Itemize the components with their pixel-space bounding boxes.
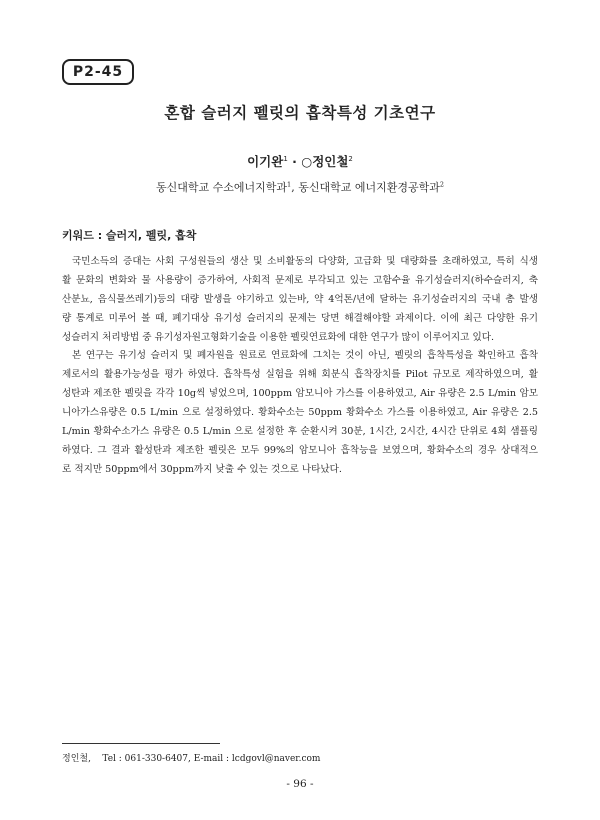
author-2-name: 정인철 <box>312 154 349 169</box>
presenter-mark: ○ <box>301 154 313 169</box>
abstract-line: 성슬러지 처리방법 중 유기성자원고형화기술을 이용한 펠릿연료화에 대한 연구가 많이 이루어지고 있다. <box>62 331 495 343</box>
abstract-line: 로 적지만 50ppm에서 30ppm까지 낮출 수 있는 것으로 나타났다. <box>62 463 342 475</box>
abstract-line: L/min 황화수소가스 유량은 0.5 L/min 으로 설정한 후 순환시켜 30분, 1시간, 2시간, 4시간 단위로 4회 샘플링 <box>62 426 538 438</box>
footnote-divider <box>62 743 220 744</box>
affiliation-2: 동신대학교 에너지환경공학과 <box>298 181 440 194</box>
abstract <box>62 253 538 480</box>
affiliation-2-sup: 2 <box>439 180 444 189</box>
author-separator: · <box>287 154 302 169</box>
footnote: 정인철, Tel : 061-330-6407, E-mail : lcdgovl@naver.com <box>62 754 321 764</box>
abstract-line: 산분뇨, 음식물쓰레기)등의 대량 발생을 야기하고 있는바, 약 4억톤/년에 달하는 유기성슬러지의 국내 총 발생 <box>62 293 538 305</box>
author-1-sup: 1 <box>283 154 288 163</box>
abstract-line: 활 문화의 변화와 물 사용량이 증가하여, 사회적 문제로 부각되고 있는 고함수율 유기성슬러지(하수슬러지, 축 <box>62 274 538 286</box>
page-number: - 96 - <box>286 778 314 790</box>
affiliation-1-sup: 1 <box>287 180 292 189</box>
abstract-line: 국민소득의 증대는 사회 구성원들의 생산 및 소비활동의 다양화, 고급화 및 대량화를 초래하였고, 특히 식생 <box>72 256 538 267</box>
abstract-line: 니아가스유량은 0.5 L/min 으로 설정하였다. 황화수소는 50ppm 황화수소 가스를 이용하였고, Air 유량은 2.5 <box>62 407 538 419</box>
author-line <box>0 152 600 170</box>
abstract-line: 하였다. 그 결과 활성탄과 제조한 펠릿은 모두 99%의 암모니아 흡착능을 보였으며, 황화수소의 경우 상대적으 <box>62 444 538 456</box>
author-2-sup: 2 <box>348 154 353 163</box>
abstract-line: 제로서의 활용가능성을 평가 하였다. 흡착특성 실험을 위해 회분식 흡착장치를 Pilot 규모로 제작하였으며, 활 <box>62 369 538 381</box>
abstract-line: 량 통계로 미루어 볼 때, 폐기대상 유기성 슬러지의 문제는 당면 해결해야할 과제이다. 이에 최근 다양한 유기 <box>62 312 538 324</box>
author-1-name: 이기완 <box>247 154 284 169</box>
affiliation-1: 동신대학교 수소에너지학과 <box>156 181 288 194</box>
affiliation-line <box>0 179 600 195</box>
abstract-line: 본 연구는 유기성 슬러지 및 폐자원을 원료로 연료화에 그치는 것이 아닌, 펠릿의 흡착특성을 확인하고 흡착 <box>72 350 538 362</box>
paper-title: 혼합 슬러지 펠릿의 흡착특성 기초연구 <box>164 104 436 122</box>
affiliation-separator: , <box>291 181 299 194</box>
paper-code-badge: P2-45 <box>62 59 134 85</box>
abstract-line: 성탄과 제조한 펠릿을 각각 10g씩 넣었으며, 100ppm 암모니아 가스를 이용하였고, Air 유량은 2.5 L/min 암모 <box>62 388 538 400</box>
keywords: 키워드 : 슬러지, 펠릿, 흡착 <box>62 229 197 242</box>
